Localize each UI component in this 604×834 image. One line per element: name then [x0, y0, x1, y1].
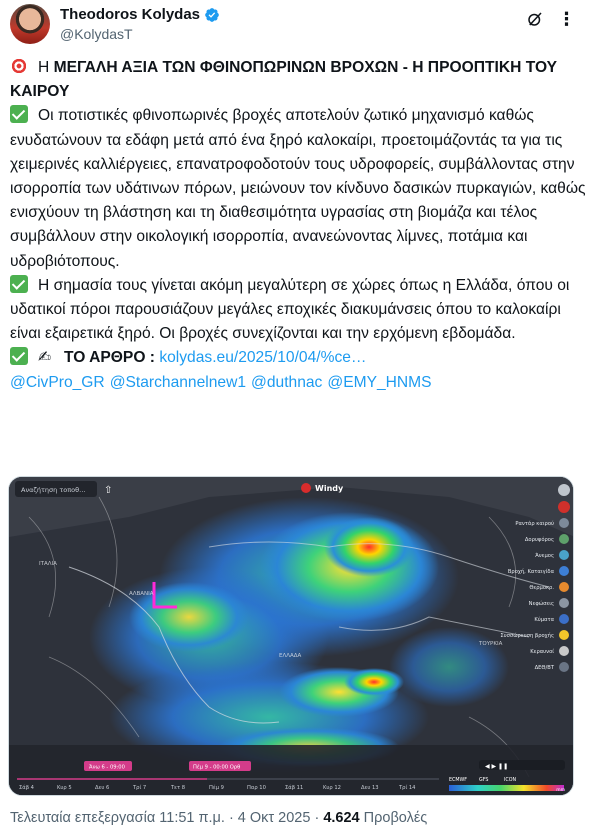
writing-hand-emoji-icon: ✍: [38, 349, 52, 367]
layer-icon[interactable]: [559, 550, 569, 560]
article-link[interactable]: kolydas.eu/2025/10/04/%ce…: [159, 349, 367, 367]
layer-label[interactable]: Συσσώρευση βροχής: [500, 633, 554, 639]
timeline-day[interactable]: Σάβ 4: [19, 785, 34, 791]
layer-icon[interactable]: [559, 646, 569, 656]
views-count: 4.624: [323, 810, 360, 826]
mention-starchannel[interactable]: @Starchannelnew1: [109, 373, 247, 391]
tweet-article-line: [10, 346, 590, 370]
layer-label[interactable]: Κύματα: [534, 617, 554, 623]
tweet-paragraph-2: [10, 274, 590, 347]
model-badge-text: Άνω 6 - 09:00: [89, 764, 125, 771]
tweet-media-image[interactable]: [8, 476, 574, 796]
timeline-day[interactable]: Κυρ 5: [57, 785, 72, 791]
tweet-headline: [10, 56, 590, 104]
country-label: ΕΛΛΑΔΑ: [279, 653, 302, 659]
layer-label[interactable]: Κεραυνοί: [530, 649, 554, 655]
headline-prefix: Η: [38, 59, 54, 76]
author-name-row[interactable]: [60, 6, 220, 23]
layer-label[interactable]: Δορυφόρος: [524, 537, 554, 543]
mention-civpro[interactable]: @CivPro_GR: [10, 373, 105, 391]
layer-label[interactable]: Άνεμος: [535, 553, 554, 559]
gfs-label[interactable]: GFS: [479, 778, 489, 783]
play-icon[interactable]: ◀ ▶ ❚❚: [485, 763, 509, 770]
layer-icon[interactable]: [559, 566, 569, 576]
timeline-day[interactable]: Δευ 13: [361, 785, 379, 791]
mention-duthnac[interactable]: @duthnac: [251, 373, 323, 391]
country-label: ΙΤΑΛΙΑ: [39, 561, 57, 567]
layer-label[interactable]: Νεφώσεις: [528, 601, 554, 607]
layer-icon[interactable]: [559, 614, 569, 624]
timeline-day[interactable]: Τετ 8: [171, 785, 186, 791]
layer-icon[interactable]: [559, 598, 569, 608]
icon-label[interactable]: ICON: [504, 778, 517, 783]
layer-icon[interactable]: [559, 662, 569, 672]
layer-icon[interactable]: [559, 582, 569, 592]
timeline-day[interactable]: Τρί 7: [133, 785, 147, 791]
windy-brand: Windy: [315, 484, 344, 493]
views-label: Προβολές: [359, 810, 428, 826]
country-label: ΑΛΒΑΝΙΑ: [129, 591, 154, 597]
author-name[interactable]: Theodoros Kolydas: [60, 6, 201, 23]
tweet-paragraph-1: [10, 104, 590, 273]
user-avatar-icon[interactable]: [558, 484, 570, 496]
check-mark-emoji-icon: [10, 105, 28, 123]
timeline-day[interactable]: Δευ 6: [95, 785, 110, 791]
time-badge-text: Πέμ 9 - 00:00 Ορθ: [193, 764, 241, 771]
windy-map: [9, 477, 574, 796]
timeline-day[interactable]: Σάβ 11: [285, 785, 304, 791]
layer-label[interactable]: Βροχή, Καταιγίδα: [507, 569, 554, 575]
ecmwf-label[interactable]: ECMWF: [449, 778, 468, 783]
layer-label[interactable]: Ραντάρ καιρού: [515, 521, 554, 527]
layer-icon[interactable]: [559, 518, 569, 528]
share-icon[interactable]: ⇧: [104, 485, 113, 496]
tweet-text: [10, 56, 590, 395]
tweet-header: [10, 4, 594, 48]
layer-label[interactable]: Θερμοκρ.: [529, 585, 554, 591]
layer-icon[interactable]: [559, 630, 569, 640]
timeline-day[interactable]: Κυρ 12: [323, 785, 341, 791]
more-options-icon[interactable]: ⋮: [557, 8, 577, 29]
timeline-day[interactable]: Παρ 10: [247, 785, 266, 791]
timeline-day[interactable]: Τρί 14: [399, 785, 416, 791]
tweet-footer: [10, 810, 427, 826]
country-label: ΤΟΥΡΚΙΑ: [479, 641, 503, 647]
article-label: ΤΟ ΑΡΘΡΟ :: [64, 349, 155, 367]
mentions-line: [10, 371, 590, 395]
check-mark-emoji-icon: [10, 275, 28, 293]
grok-icon[interactable]: [524, 8, 546, 30]
target-emoji-icon: [10, 57, 28, 75]
windy-logo-icon: [301, 483, 311, 493]
edited-timestamp[interactable]: Τελευταία επεξεργασία 11:51 π.μ. · 4 Οκτ 2025 ·: [10, 810, 324, 826]
close-icon[interactable]: [558, 501, 570, 513]
layer-icon[interactable]: [559, 534, 569, 544]
author-handle[interactable]: @KolydasT: [60, 26, 133, 42]
verified-badge-icon: [204, 7, 220, 23]
headline-bold: ΜΕΓΑΛΗ ΑΞΙΑ ΤΩΝ ΦΘΙΝΟΠΩΡΙΝΩΝ ΒΡΟΧΩΝ - Η ΠΡΟΟΠΤΙΚΗ ΤΟΥ ΚΑΙΡΟΥ: [10, 59, 558, 101]
paragraph-2-text: Η σημασία τους γίνεται ακόμη μεγαλύτερη σε χώρες όπως η Ελλάδα, όπου οι υδατικοί πόροι παρουσιάζουν μεγάλες εποχικές διακυμάνσεις όπου το καλοκαίρι είναι εξαιρετικά ξηρό. Οι βροχές συνεχίζονται και την ερχόμενη εβδομάδα.: [10, 276, 570, 343]
precip-legend: [449, 785, 564, 791]
map-search-placeholder: Αναζήτηση τοποθ…: [21, 486, 86, 494]
timeline-day[interactable]: Πέμ 9: [209, 785, 224, 791]
author-avatar[interactable]: [10, 4, 50, 44]
layer-label[interactable]: ΔΕΘ/ΒΤ: [534, 665, 554, 671]
check-mark-emoji-icon: [10, 347, 28, 365]
paragraph-1-text: Οι ποτιστικές φθινοπωρινές βροχές αποτελούν ζωτικό μηχανισμό καθώς ενυδατώνουν τα εδάφη μετά από ένα ξηρό καλοκαίρι, προετοιμάζοντάς τα για τις χειμερινές καλλιέργειες, επανατροφοδοτούν τους υδροφορείς, συμβάλλοντας στην ισορροπία των υδάτινων πόρων, μειώνουν τον κίνδυνο δασικών πυρκαγιών, καθώς ενισχύουν τη βλάστηση και τη διαθεσιμότητα υγρασίας στη βιομάζα και τέλος συμβάλλουν στην οικολογική ισορροπία, ανανεώνοντας λίμνες, ποτάμια και υδροβιότοπους.: [10, 107, 586, 270]
legend-units: mm: [556, 788, 565, 793]
mention-emy[interactable]: @EMY_HNMS: [327, 373, 432, 391]
